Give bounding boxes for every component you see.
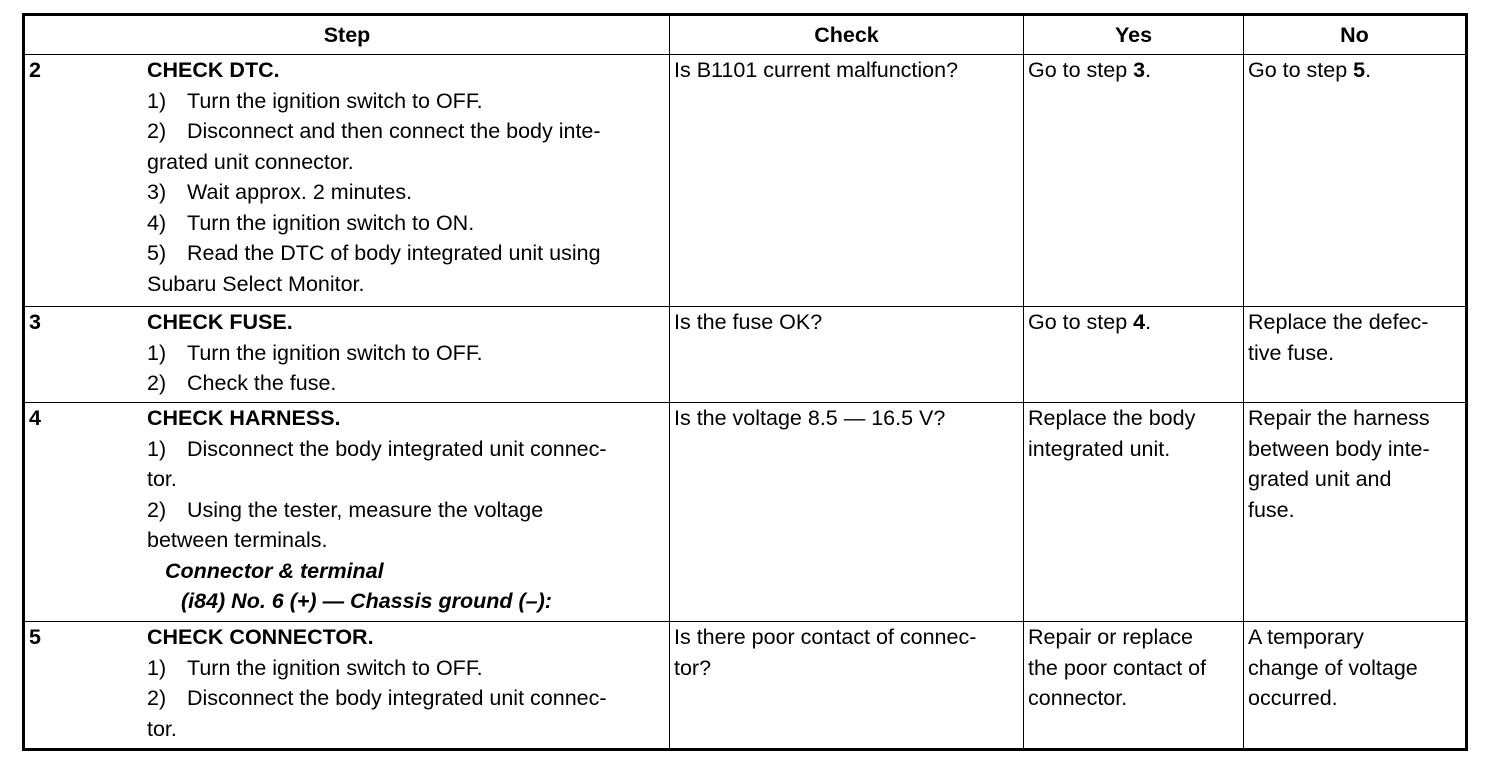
step-number: 5	[29, 625, 41, 649]
substep: 1) Disconnect the body integrated unit connec-	[147, 436, 607, 461]
substep: 3) Wait approx. 2 minutes.	[147, 180, 413, 204]
header-no: No	[1244, 15, 1467, 55]
substep: 2) Disconnect and then connect the body inte-	[147, 119, 601, 143]
substep: 2) Check the fuse.	[147, 371, 337, 395]
yes-cell: Replace the body integrated unit.	[1024, 403, 1244, 622]
header-step: Step	[24, 15, 670, 55]
no-cell: Repair the harness between body inte- grated unit and fuse.	[1244, 403, 1467, 622]
substep: 1) Turn the ignition switch to OFF.	[147, 88, 483, 113]
terminal-spec: (i84) No. 6 (+) — Chassis ground (–):	[181, 589, 552, 613]
step-title: CHECK HARNESS.	[147, 406, 341, 430]
diagnostic-table	[22, 13, 1468, 751]
table-row	[24, 55, 1467, 307]
check-cell: Is the voltage 8.5 — 16.5 V?	[670, 403, 1024, 622]
substep: 1) Turn the ignition switch to OFF.	[147, 340, 483, 365]
yes-cell: Go to step 3.	[1024, 55, 1244, 307]
step-number: 3	[29, 310, 41, 334]
connector-terminal-label: Connector & terminal	[165, 558, 384, 583]
step-number: 4	[29, 406, 41, 430]
step-title: CHECK DTC.	[147, 58, 280, 82]
check-cell: Is there poor contact of connec- tor?	[670, 622, 1024, 750]
substep: 1) Turn the ignition switch to OFF.	[147, 655, 483, 680]
header-yes: Yes	[1024, 15, 1244, 55]
no-cell: A temporary change of voltage occurred.	[1244, 622, 1467, 750]
step-title: CHECK FUSE.	[147, 310, 293, 334]
table-row	[24, 622, 1467, 750]
table-row	[24, 403, 1467, 622]
check-cell: Is the fuse OK?	[670, 307, 1024, 403]
substep-continuation: grated unit connector.	[147, 149, 354, 174]
step-cell	[24, 307, 670, 403]
yes-cell: Repair or replace the poor contact of connector.	[1024, 622, 1244, 750]
table-row	[24, 307, 1467, 403]
table-header-row	[24, 15, 1467, 55]
header-check: Check	[670, 15, 1024, 55]
substep-continuation: Subaru Select Monitor.	[147, 271, 365, 296]
substep: 4) Turn the ignition switch to ON.	[147, 210, 475, 235]
substep-continuation: tor.	[147, 716, 177, 741]
step-cell	[24, 403, 670, 622]
no-cell: Go to step 5.	[1244, 55, 1467, 307]
substep-continuation: between terminals.	[147, 528, 328, 552]
substep-continuation: tor.	[147, 467, 177, 491]
step-cell	[24, 622, 670, 750]
substep: 2) Using the tester, measure the voltage	[147, 497, 544, 522]
check-cell: Is B1101 current malfunction?	[670, 55, 1024, 307]
substep: 2) Disconnect the body integrated unit connec-	[147, 686, 607, 710]
no-cell: Replace the defec- tive fuse.	[1244, 307, 1467, 403]
step-number: 2	[29, 58, 41, 82]
substep: 5) Read the DTC of body integrated unit using	[147, 241, 601, 265]
yes-cell: Go to step 4.	[1024, 307, 1244, 403]
step-title: CHECK CONNECTOR.	[147, 625, 374, 649]
step-cell	[24, 55, 670, 307]
